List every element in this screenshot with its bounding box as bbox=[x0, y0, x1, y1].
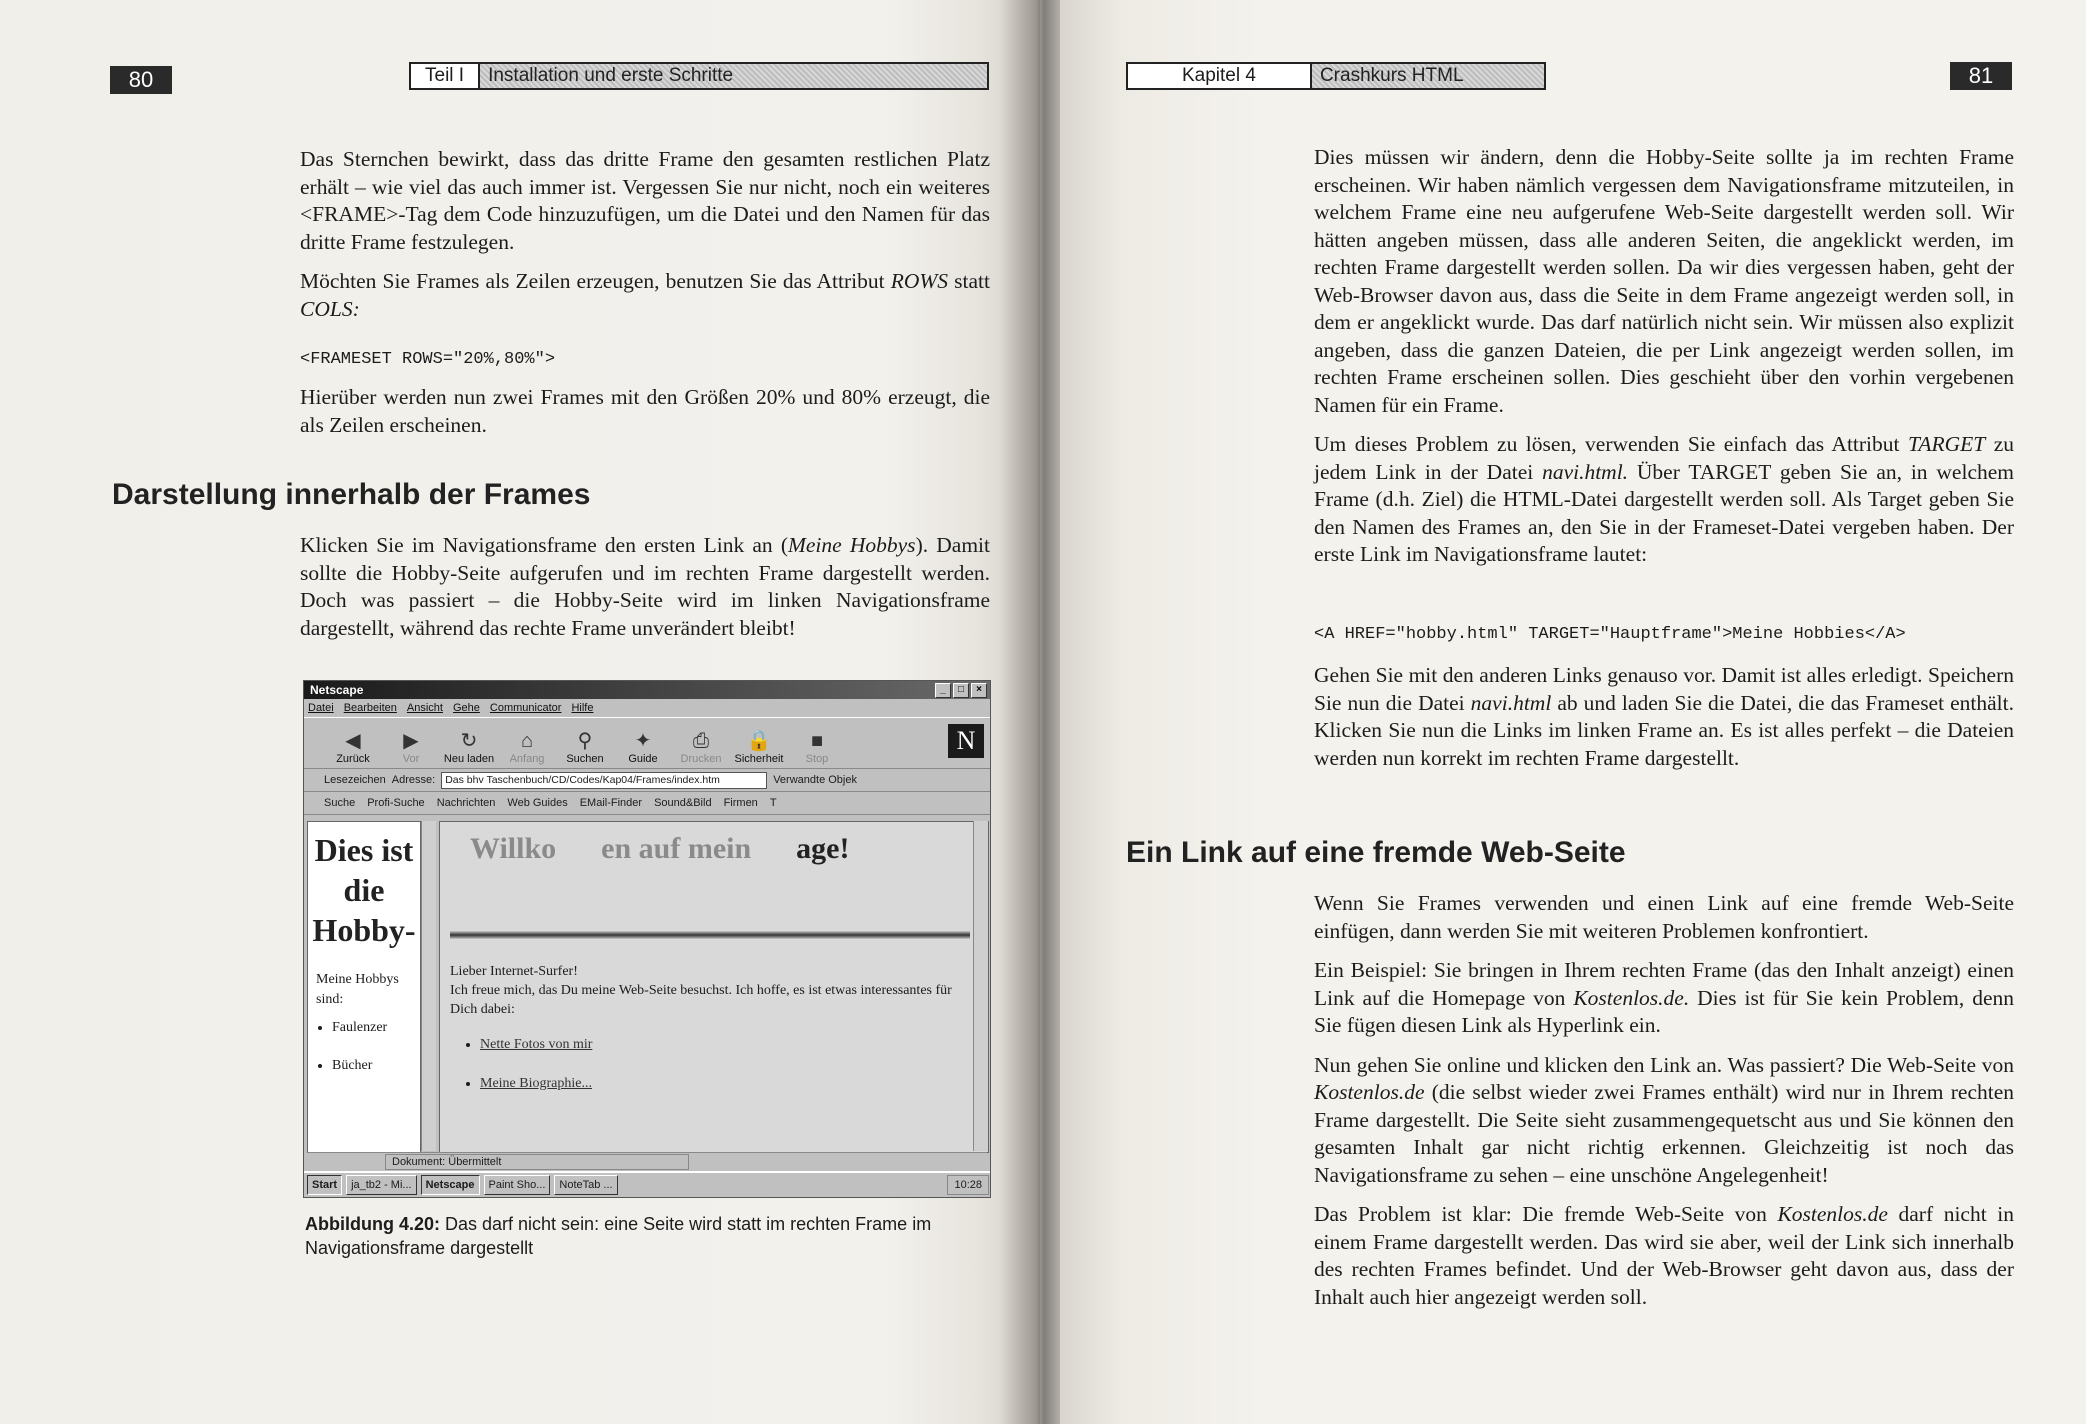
status-bar bbox=[307, 1152, 987, 1171]
toolbar-button bbox=[382, 729, 440, 768]
running-header-right bbox=[1126, 62, 1546, 90]
menu-item: Datei bbox=[308, 702, 334, 714]
header-title: Installation und erste Schritte bbox=[480, 64, 987, 88]
right-frame-link-item bbox=[480, 1074, 960, 1093]
running-header-left bbox=[409, 62, 989, 90]
menu-bar bbox=[304, 699, 990, 717]
greeting: Lieber Internet-Surfer! bbox=[450, 964, 578, 979]
toolbar-label: Anfang bbox=[509, 753, 545, 765]
personal-toolbar-item: T bbox=[769, 797, 777, 809]
personal-toolbar-item: Firmen bbox=[723, 797, 758, 809]
toolbar-icon: 🔒 bbox=[746, 730, 772, 752]
status-text: Dokument: Übermittelt bbox=[385, 1154, 689, 1170]
section-heading: Darstellung innerhalb der Frames bbox=[112, 478, 591, 511]
toolbar-label: Vor bbox=[402, 753, 420, 765]
right-frame-scrollbar bbox=[973, 821, 988, 1151]
window-titlebar bbox=[304, 681, 990, 699]
toolbar-icon: ✦ bbox=[634, 730, 652, 752]
toolbar-label: Suchen bbox=[566, 753, 604, 765]
paragraph: Das Sternchen bewirkt, dass das dritte Frame den gesamten restlichen Platz erhält – wie viel das auch immer ist. Vergessen Sie nur nicht, noch ein weiteres <FRAME>-Tag dem Code hinzuzufügen, um die Datei und den Namen für das dritte Frame festzulegen. bbox=[300, 147, 990, 254]
right-frame-links bbox=[450, 1035, 960, 1093]
menu-item: Bearbeiten bbox=[343, 702, 397, 714]
menu-item: Communicator bbox=[489, 702, 562, 714]
right-frame bbox=[439, 821, 989, 1153]
taskbar-button: Paint Sho... bbox=[484, 1175, 551, 1195]
paragraph: Klicken Sie im Navigationsframe den ersten Link an (Meine Hobbys). Damit sollte die Hobby-Seite aufgerufen und im rechten Frame dargestellt werden. Doch was passiert – die Hobby-Seite wird im linken Navigationsframe dargestellt, während das rechte Frame unverändert bleibt! bbox=[300, 533, 990, 640]
left-frame-heading: Dies ist die Hobby- bbox=[312, 832, 416, 948]
right-page bbox=[1060, 0, 2086, 1424]
browser-toolbar bbox=[304, 717, 990, 769]
paragraph: Hierüber werden nun zwei Frames mit den Größen 20% und 80% erzeugt, die als Zeilen erscheinen. bbox=[300, 385, 990, 437]
left-frame-list bbox=[308, 1020, 420, 1074]
paragraph: Dies müssen wir ändern, denn die Hobby-Seite sollte ja im rechten Frame erscheinen. Wir haben nämlich vergessen dem Navigationsframe mitzuteilen, in welchem Frame eine neu aufgerufene Web-Seite dargestellt werden soll. Wir hätten angeben müssen, dass alle anderen Seiten, die angeklickt werden, im rechten Frame dargestellt werden sollen. Da wir dies vergessen haben, geht der Web-Browser davon aus, dass die Seite in dem Frame angezeigt werden soll, in dem er angeklickt wurde. Das darf natürlich nicht sein. Wir müssen also explizit angeben, dass die ganzen Dateien, die per Link angezeigt werden sollen, im rechten Frame erscheinen sollen. Dies geschieht über den vorhin vergebenen Namen für ein Frame. bbox=[1314, 145, 2014, 417]
toolbar-label: Drucken bbox=[680, 753, 722, 765]
taskbar-button: NoteTab ... bbox=[554, 1175, 617, 1195]
right-frame-heading: Willko en auf mein age! bbox=[470, 832, 850, 865]
toolbar-icon: ■ bbox=[810, 730, 824, 752]
taskbar-button: ja_tb2 - Mi... bbox=[346, 1175, 417, 1195]
left-frame-item: • Bücher bbox=[332, 1058, 420, 1074]
personal-toolbar-item: EMail-Finder bbox=[579, 797, 643, 809]
toolbar-icon: ⎙ bbox=[693, 730, 709, 752]
horizontal-rule bbox=[450, 930, 970, 940]
toolbar-label: Sicherheit bbox=[734, 753, 784, 765]
right-body-upper bbox=[1314, 144, 2014, 581]
code-snippet: <A HREF="hobby.html" TARGET="Hauptframe">Meine Hobbies</A> bbox=[1314, 625, 1906, 644]
intro-text: Ich freue mich, das Du meine Web-Seite besuchst. Ich hoffe, es ist etwas interessantes für Dich dabei: bbox=[450, 983, 952, 1017]
toolbar-button bbox=[730, 729, 788, 768]
left-body-mid bbox=[300, 384, 990, 451]
taskbar-button: Netscape bbox=[421, 1175, 480, 1195]
figure-caption: Abbildung 4.20: Das darf nicht sein: eine Seite wird statt im rechten Frame im Navigationsframe dargestellt bbox=[305, 1214, 932, 1258]
personal-toolbar-item: Profi-Suche bbox=[367, 797, 425, 809]
right-frame-link-item bbox=[480, 1035, 960, 1054]
page-number-right: 81 bbox=[1950, 62, 2012, 90]
personal-toolbar-item: Suche bbox=[324, 797, 356, 809]
address-field: Das bhv Taschenbuch/CD/Codes/Kap04/Frames/index.htm bbox=[441, 772, 767, 789]
related-label: Verwandte Objek bbox=[773, 774, 857, 786]
page-number-left: 80 bbox=[110, 66, 172, 94]
paragraph: Ein Beispiel: Sie bringen in Ihrem rechten Frame (das den Inhalt anzeigt) einen Link auf die Homepage von Kostenlos.de. Dies ist für Sie kein Problem, denn Sie fügen diesen Link als Hyperlink ein. bbox=[1314, 958, 2014, 1037]
toolbar-label: Neu laden bbox=[443, 753, 495, 765]
left-frame bbox=[307, 821, 421, 1153]
toolbar-icon: ⌂ bbox=[520, 730, 534, 752]
toolbar-label: Zurück bbox=[336, 753, 370, 765]
address-label: Adresse: bbox=[391, 774, 436, 786]
left-body-upper bbox=[300, 146, 990, 335]
left-body-lower bbox=[300, 532, 990, 654]
right-body-mid bbox=[1314, 662, 2014, 784]
left-frame-scrollbar bbox=[421, 821, 436, 1151]
bookmarks-label: Lesezeichen bbox=[324, 774, 386, 786]
toolbar-button bbox=[614, 729, 672, 768]
paragraph: Das Problem ist klar: Die fremde Web-Seite von Kostenlos.de darf nicht in einem Frame dargestellt werden. Das wird sie aber, weil der Link sich innerhalb des rechten Frames befindet. Und der Web-Browser geht davon aus, dass der Inhalt auch hier angezeigt werden soll. bbox=[1314, 1202, 2014, 1309]
header-part-label: Teil I bbox=[411, 64, 480, 88]
toolbar-button bbox=[672, 729, 730, 768]
paragraph: Nun gehen Sie online und klicken den Link an. Was passiert? Die Web-Seite von Kostenlos.de (die selbst wieder zwei Frames enthält) wird nur in Ihrem rechten Frame dargestellt. Die Seite sieht zusammengequetscht aus und Sie können den gesamten Inhalt gar nicht richtig erkennen. Gleichzeitig ist noch das Navigationsframe zu sehen – eine unschöne Angelegenheit! bbox=[1314, 1052, 2014, 1187]
browser-screenshot-figure bbox=[303, 680, 991, 1198]
minimize-icon: _ bbox=[935, 683, 951, 698]
maximize-icon: □ bbox=[953, 683, 969, 698]
toolbar-icon: ↻ bbox=[460, 730, 478, 752]
paragraph: Möchten Sie Frames als Zeilen erzeugen, benutzen Sie das Attribut ROWS statt COLS: bbox=[300, 269, 990, 321]
header-part-label: Kapitel 4 bbox=[1128, 64, 1312, 88]
close-icon: × bbox=[971, 683, 987, 698]
clock: 10:28 bbox=[947, 1175, 989, 1195]
paragraph: Wenn Sie Frames verwenden und einen Link auf eine fremde Web-Seite einfügen, dann werden Sie mit weiteren Problemen konfrontiert. bbox=[1314, 891, 2014, 943]
toolbar-button bbox=[498, 729, 556, 768]
paragraph: Um dieses Problem zu lösen, verwenden Sie einfach das Attribut TARGET zu jedem Link in der Datei navi.html. Über TARGET geben Sie an, in welchem Frame (d.h. Ziel) die HTML-Datei dargestellt werden soll. Als Target geben Sie den Namen des Frames an, den Sie in der Frameset-Datei vergeben haben. Der erste Link im Navigationsframe lautet: bbox=[1314, 432, 2014, 566]
menu-item: Hilfe bbox=[571, 702, 594, 714]
paragraph: Gehen Sie mit den anderen Links genauso vor. Damit ist alles erledigt. Speichern Sie nun die Datei navi.html ab und laden Sie die Datei, die das Frameset enthält. Klicken Sie nun die Links im linken Frame an. Es ist alles perfekt – die Dateien werden nun korrekt im rechten Frame dargestellt. bbox=[1314, 663, 2014, 770]
windows-taskbar bbox=[304, 1171, 991, 1197]
right-frame-link: Meine Biographie... bbox=[480, 1076, 592, 1091]
right-frame-link: Nette Fotos von mir bbox=[480, 1037, 593, 1052]
toolbar-button bbox=[440, 729, 498, 768]
menu-item: Gehe bbox=[452, 702, 480, 714]
personal-toolbar bbox=[304, 792, 990, 815]
netscape-logo-icon: N bbox=[948, 724, 984, 758]
toolbar-icon: ◀ bbox=[345, 730, 361, 752]
left-frame-text: Meine Hobbys sind: bbox=[316, 972, 399, 1007]
window-title: Netscape bbox=[310, 683, 364, 697]
section-heading: Ein Link auf eine fremde Web-Seite bbox=[1126, 836, 1626, 869]
menu-item: Ansicht bbox=[406, 702, 443, 714]
right-body-lower bbox=[1314, 890, 2014, 1323]
code-snippet: <FRAMESET ROWS="20%,80%"> bbox=[300, 350, 556, 369]
personal-toolbar-item: Sound&Bild bbox=[654, 797, 712, 809]
toolbar-label: Stop bbox=[805, 753, 829, 765]
location-bar bbox=[304, 769, 990, 792]
toolbar-label: Guide bbox=[628, 753, 658, 765]
start-button: Start bbox=[307, 1175, 342, 1195]
toolbar-button bbox=[556, 729, 614, 768]
header-title: Crashkurs HTML bbox=[1312, 64, 1544, 88]
right-frame-body bbox=[450, 962, 960, 1113]
frameset-content bbox=[307, 821, 987, 1153]
toolbar-icon: ▶ bbox=[403, 730, 419, 752]
toolbar-button bbox=[788, 729, 846, 768]
personal-toolbar-item: Web Guides bbox=[507, 797, 568, 809]
personal-toolbar-item: Nachrichten bbox=[436, 797, 496, 809]
toolbar-button bbox=[324, 729, 382, 768]
left-page bbox=[0, 0, 1040, 1424]
toolbar-icon: ⚲ bbox=[577, 730, 593, 752]
left-frame-item: • Faulenzer bbox=[332, 1020, 420, 1036]
